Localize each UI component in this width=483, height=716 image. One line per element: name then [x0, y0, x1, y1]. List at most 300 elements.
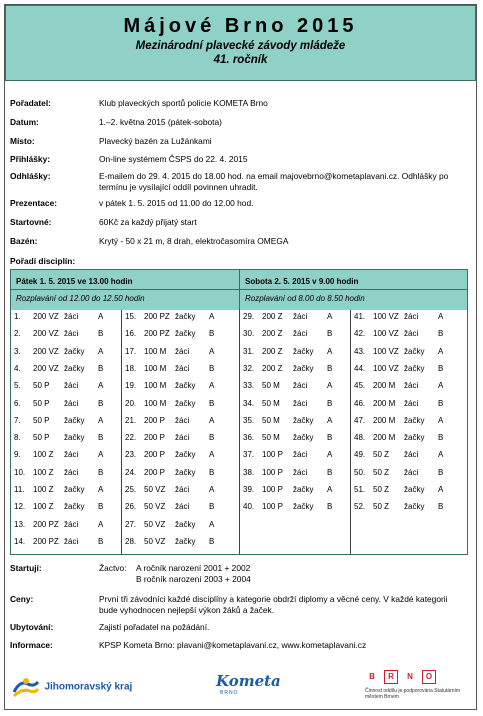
- event-gender: žáci: [175, 346, 190, 356]
- event-row: [243, 485, 348, 496]
- event-distance: 200 Z: [262, 363, 283, 373]
- event-distance: 200 PZ: [144, 329, 170, 339]
- event-number: 8.: [14, 433, 21, 443]
- event-category: B: [327, 467, 333, 477]
- event-number: 5.: [14, 381, 21, 391]
- event-number: 27.: [125, 519, 137, 529]
- event-distance: 50 VZ: [144, 485, 166, 494]
- event-gender: žáci: [293, 381, 308, 391]
- event-category: B: [438, 467, 444, 477]
- event-distance: 100 VZ: [373, 312, 399, 321]
- event-distance: 100 Z: [33, 502, 54, 512]
- event-number: 2.: [14, 329, 21, 339]
- disciplines-title: Pořadí disciplín:: [10, 256, 76, 266]
- event-gender: žačky: [404, 485, 425, 494]
- event-distance: 200 P: [144, 450, 165, 460]
- saturday-title: Sobota 2. 5. 2015 v 9.00 hodin: [245, 277, 359, 286]
- event-number: 34.: [243, 398, 255, 408]
- event-row: [354, 347, 459, 358]
- event-row: [354, 364, 459, 375]
- event-number: 22.: [125, 433, 137, 443]
- event-distance: 100 VZ: [373, 346, 399, 356]
- event-row: [125, 502, 230, 513]
- event-row: [354, 329, 459, 340]
- event-row: [125, 537, 230, 548]
- event-category: B: [98, 398, 104, 408]
- event-row: [243, 468, 348, 479]
- event-category: A: [438, 346, 444, 356]
- event-category: B: [209, 398, 215, 408]
- startuji-label: Startují:: [10, 563, 42, 573]
- event-gender: žačky: [175, 467, 196, 477]
- event-gender: žačky: [404, 346, 425, 356]
- informace-value: KPSP Kometa Brno: plavani@kometaplavani.cz, www.kometaplavani.cz: [99, 640, 367, 650]
- info-label: Přihlášky:: [10, 154, 51, 164]
- event-category: A: [327, 450, 333, 460]
- event-category: A: [98, 381, 104, 391]
- event-row: [125, 416, 230, 427]
- event-number: 50.: [354, 467, 366, 477]
- brno-letter: B: [369, 672, 375, 681]
- info-value: Krytý - 50 x 21 m, 8 drah, elektročasomíra OMEGA: [99, 236, 289, 246]
- edition-label: 41. ročník: [213, 54, 268, 66]
- event-number: 17.: [125, 346, 137, 356]
- startuji-a: A ročník narození 2001 + 2002: [136, 563, 251, 573]
- column-divider: [121, 310, 122, 554]
- event-distance: 50 P: [33, 433, 50, 443]
- event-gender: žačky: [404, 502, 425, 512]
- brno-letter: R: [384, 670, 398, 684]
- event-distance: 100 M: [144, 363, 167, 373]
- event-category: A: [327, 312, 333, 321]
- event-distance: 50 P: [33, 398, 50, 408]
- event-gender: žáci: [404, 329, 419, 339]
- event-category: B: [327, 502, 333, 512]
- event-distance: 50 Z: [373, 467, 390, 477]
- kometa-sub: BRNO: [220, 690, 239, 696]
- event-distance: 200 VZ: [33, 346, 59, 356]
- info-value: Klub plaveckých sportů policie KOMETA Brno: [99, 98, 268, 108]
- event-gender: žáci: [293, 329, 308, 339]
- event-gender: žáci: [64, 312, 79, 321]
- event-number: 30.: [243, 329, 255, 339]
- info-value: On-line systémem ČSPS do 22. 4. 2015: [99, 154, 248, 164]
- event-gender: žačky: [404, 415, 425, 425]
- event-number: 46.: [354, 398, 366, 408]
- event-number: 4.: [14, 363, 21, 373]
- event-distance: 50 VZ: [144, 536, 166, 546]
- event-distance: 200 PZ: [144, 312, 170, 321]
- info-label: Bazén:: [10, 236, 38, 246]
- event-distance: 100 VZ: [373, 329, 399, 339]
- event-distance: 200 Z: [262, 312, 283, 321]
- event-category: B: [209, 363, 215, 373]
- saturday-header: [240, 270, 467, 310]
- event-row: [354, 312, 459, 323]
- info-value: E-mailem do 29. 4. 2015 do 18.00 hod. na email majovebrno@kometaplavani.cz. Odhlášky po termínu je vysílající oddíl povinnen uhradit.: [99, 171, 449, 192]
- event-gender: žačky: [64, 415, 85, 425]
- event-row: [354, 399, 459, 410]
- event-distance: 50 VZ: [144, 519, 166, 529]
- event-row: [125, 520, 230, 531]
- event-gender: žačky: [64, 363, 85, 373]
- event-number: 48.: [354, 433, 366, 443]
- event-category: B: [98, 536, 104, 546]
- event-row: [14, 312, 119, 323]
- jmk-logo: [12, 676, 132, 698]
- event-category: A: [438, 415, 444, 425]
- event-row: [125, 347, 230, 358]
- brno-note: Činnost oddílu je podporována Statutárním městem Brnem: [365, 688, 461, 700]
- event-category: A: [438, 450, 444, 460]
- event-category: B: [438, 502, 444, 512]
- event-category: B: [209, 502, 215, 512]
- event-row: [14, 381, 119, 392]
- ceny-label: Ceny:: [10, 594, 34, 604]
- event-distance: 100 P: [262, 485, 283, 494]
- event-distance: 100 M: [144, 346, 167, 356]
- event-row: [14, 399, 119, 410]
- event-number: 1.: [14, 312, 21, 321]
- event-row: [354, 450, 459, 461]
- event-category: B: [327, 363, 333, 373]
- event-distance: 50 P: [33, 381, 50, 391]
- event-row: [243, 399, 348, 410]
- event-row: [125, 468, 230, 479]
- event-number: 29.: [243, 312, 255, 321]
- event-gender: žáci: [293, 398, 308, 408]
- event-number: 18.: [125, 363, 137, 373]
- event-gender: žačky: [293, 363, 314, 373]
- event-category: B: [98, 502, 104, 512]
- event-category: A: [209, 346, 215, 356]
- info-label: Odhlášky:: [10, 171, 51, 181]
- event-category: A: [209, 381, 215, 391]
- event-number: 35.: [243, 415, 255, 425]
- informace-label: Informace:: [10, 640, 53, 650]
- event-gender: žačky: [64, 502, 85, 512]
- event-gender: žáci: [404, 312, 419, 321]
- event-gender: žáci: [293, 312, 308, 321]
- event-category: A: [327, 346, 333, 356]
- event-gender: žáci: [404, 450, 419, 460]
- event-gender: žačky: [175, 329, 196, 339]
- event-row: [14, 468, 119, 479]
- brno-letter: O: [422, 670, 436, 684]
- info-value: 60Kč za každý přijatý start: [99, 217, 197, 227]
- event-category: B: [327, 329, 333, 339]
- event-number: 21.: [125, 415, 137, 425]
- event-gender: žačky: [64, 433, 85, 443]
- divider: [11, 289, 239, 290]
- event-category: B: [438, 329, 444, 339]
- event-category: B: [98, 433, 104, 443]
- brno-letter: N: [407, 672, 413, 681]
- event-number: 23.: [125, 450, 137, 460]
- event-number: 37.: [243, 450, 255, 460]
- event-gender: žačky: [293, 502, 314, 512]
- event-gender: žáci: [64, 398, 79, 408]
- event-gender: žáci: [175, 363, 190, 373]
- event-gender: žáci: [293, 450, 308, 460]
- event-number: 10.: [14, 467, 26, 477]
- event-gender: žačky: [175, 450, 196, 460]
- saturday-warmup: Rozplavání od 8.00 do 8.50 hodin: [245, 294, 365, 303]
- startuji-b: B ročník narození 2003 + 2004: [136, 574, 251, 584]
- event-distance: 50 VZ: [144, 502, 166, 512]
- event-number: 33.: [243, 381, 255, 391]
- event-number: 6.: [14, 398, 21, 408]
- event-distance: 200 M: [373, 381, 396, 391]
- event-row: [14, 347, 119, 358]
- event-number: 45.: [354, 381, 366, 391]
- brno-letters: [365, 666, 475, 685]
- event-row: [354, 502, 459, 513]
- event-category: B: [438, 363, 444, 373]
- event-category: A: [209, 415, 215, 425]
- event-gender: žačky: [175, 381, 196, 391]
- brno-logo: [365, 666, 475, 700]
- event-number: 19.: [125, 381, 137, 391]
- event-distance: 100 M: [144, 398, 167, 408]
- info-value: 1.–2. května 2015 (pátek-sobota): [99, 117, 222, 127]
- event-row: [14, 364, 119, 375]
- event-distance: 200 P: [144, 467, 165, 477]
- header-banner: [5, 5, 476, 81]
- event-gender: žačky: [175, 398, 196, 408]
- event-category: A: [98, 485, 104, 494]
- disciplines-table: [10, 269, 468, 555]
- event-gender: žáci: [64, 467, 79, 477]
- event-row: [243, 329, 348, 340]
- event-row: [125, 433, 230, 444]
- event-gender: žačky: [404, 433, 425, 443]
- info-label: Datum:: [10, 117, 39, 127]
- event-row: [125, 399, 230, 410]
- event-distance: 100 Z: [33, 450, 54, 460]
- event-distance: 100 Z: [33, 485, 54, 494]
- event-gender: žačky: [293, 346, 314, 356]
- event-gender: žáci: [404, 467, 419, 477]
- event-distance: 50 Z: [373, 502, 390, 512]
- event-distance: 200 M: [373, 398, 396, 408]
- event-distance: 50 P: [33, 415, 50, 425]
- event-row: [14, 433, 119, 444]
- event-row: [243, 416, 348, 427]
- event-row: [125, 329, 230, 340]
- event-distance: 200 M: [373, 415, 396, 425]
- event-row: [243, 433, 348, 444]
- ubytovani-label: Ubytování:: [10, 622, 54, 632]
- event-distance: 200 VZ: [33, 312, 59, 321]
- event-gender: žačky: [175, 312, 196, 321]
- event-distance: 50 Z: [373, 450, 390, 460]
- info-label: Startovné:: [10, 217, 52, 227]
- friday-warmup: Rozplavání od 12.00 do 12.50 hodin: [16, 294, 145, 303]
- event-row: [243, 347, 348, 358]
- event-row: [14, 416, 119, 427]
- event-category: B: [327, 433, 333, 443]
- event-distance: 200 M: [373, 433, 396, 443]
- event-number: 9.: [14, 450, 21, 460]
- info-label: Pořadatel:: [10, 98, 51, 108]
- event-distance: 200 VZ: [33, 363, 59, 373]
- event-number: 12.: [14, 502, 26, 512]
- event-row: [354, 433, 459, 444]
- event-distance: 200 PZ: [33, 519, 59, 529]
- column-divider: [350, 310, 351, 554]
- kometa-logo: [216, 672, 281, 696]
- event-number: 42.: [354, 329, 366, 339]
- jmk-text: Jihomoravský kraj: [44, 681, 133, 693]
- event-distance: 50 M: [262, 398, 280, 408]
- event-gender: žačky: [404, 363, 425, 373]
- ceny-value: První tři závodníci každé disciplíny a kategorie obdrží diplomy a věcné ceny. V každé kategorii bude vyhodnocen nejlepší výkon žáků a žaček.: [99, 594, 448, 615]
- event-gender: žačky: [293, 485, 314, 494]
- event-category: A: [327, 485, 333, 494]
- event-number: 39.: [243, 485, 255, 494]
- event-number: 40.: [243, 502, 255, 512]
- event-distance: 100 Z: [33, 467, 54, 477]
- event-row: [125, 312, 230, 323]
- event-distance: 100 P: [262, 502, 283, 512]
- event-category: A: [98, 450, 104, 460]
- event-number: 13.: [14, 519, 26, 529]
- event-category: A: [438, 312, 444, 321]
- event-distance: 50 M: [262, 433, 280, 443]
- event-row: [14, 537, 119, 548]
- event-category: A: [327, 381, 333, 391]
- event-row: [14, 520, 119, 531]
- info-value: v pátek 1. 5. 2015 od 11.00 do 12.00 hod.: [99, 198, 254, 208]
- event-number: 44.: [354, 363, 366, 373]
- info-value: Plavecký bazén za Lužánkami: [99, 136, 212, 146]
- event-gender: žáci: [404, 381, 419, 391]
- event-row: [14, 450, 119, 461]
- event-category: A: [98, 312, 104, 321]
- event-category: A: [209, 312, 215, 321]
- event-gender: žáci: [64, 536, 79, 546]
- event-distance: 200 P: [144, 433, 165, 443]
- event-row: [125, 485, 230, 496]
- event-category: B: [98, 329, 104, 339]
- event-distance: 100 M: [144, 381, 167, 391]
- event-row: [14, 485, 119, 496]
- event-row: [125, 450, 230, 461]
- event-distance: 200 VZ: [33, 329, 59, 339]
- event-category: A: [98, 346, 104, 356]
- event-number: 32.: [243, 363, 255, 373]
- jmk-emblem-icon: [12, 676, 40, 698]
- event-category: B: [98, 467, 104, 477]
- event-number: 15.: [125, 312, 137, 321]
- event-number: 7.: [14, 415, 21, 425]
- event-number: 25.: [125, 485, 137, 494]
- column-divider: [239, 310, 240, 554]
- event-number: 24.: [125, 467, 137, 477]
- event-category: B: [209, 329, 215, 339]
- event-category: A: [438, 381, 444, 391]
- event-distance: 50 Z: [373, 485, 390, 494]
- event-gender: žačky: [293, 415, 314, 425]
- event-gender: žačky: [175, 536, 196, 546]
- event-category: B: [327, 398, 333, 408]
- divider: [240, 289, 467, 290]
- event-number: 14.: [14, 536, 26, 546]
- event-number: 36.: [243, 433, 255, 443]
- ubytovani-value: Zajistí pořadatel na požádání.: [99, 622, 210, 632]
- event-row: [243, 364, 348, 375]
- event-number: 16.: [125, 329, 137, 339]
- event-row: [14, 329, 119, 340]
- event-number: 38.: [243, 467, 255, 477]
- event-distance: 200 P: [144, 415, 165, 425]
- event-gender: žáci: [293, 467, 308, 477]
- event-category: B: [209, 536, 215, 546]
- event-gender: žačky: [64, 346, 85, 356]
- event-distance: 100 P: [262, 467, 283, 477]
- info-label: Prezentace:: [10, 198, 58, 208]
- event-category: B: [209, 433, 215, 443]
- event-category: A: [209, 519, 215, 529]
- kometa-text: Kometa: [216, 672, 281, 690]
- event-distance: 200 PZ: [33, 536, 59, 546]
- event-number: 43.: [354, 346, 366, 356]
- event-gender: žačky: [64, 485, 85, 494]
- info-label: Místo:: [10, 136, 35, 146]
- event-row: [354, 468, 459, 479]
- event-number: 49.: [354, 450, 366, 460]
- event-gender: žáci: [175, 433, 190, 443]
- event-category: A: [209, 450, 215, 460]
- event-category: B: [98, 363, 104, 373]
- event-distance: 50 M: [262, 415, 280, 425]
- event-distance: 50 M: [262, 381, 280, 391]
- event-gender: žáci: [64, 329, 79, 339]
- event-row: [125, 381, 230, 392]
- event-number: 31.: [243, 346, 255, 356]
- event-row: [14, 502, 119, 513]
- event-row: [243, 502, 348, 513]
- event-gender: žáci: [404, 398, 419, 408]
- event-category: A: [438, 485, 444, 494]
- event-gender: žáci: [64, 381, 79, 391]
- event-row: [243, 312, 348, 323]
- event-number: 52.: [354, 502, 366, 512]
- event-gender: žáci: [175, 485, 190, 494]
- event-row: [354, 416, 459, 427]
- event-gender: žáci: [64, 519, 79, 529]
- event-number: 51.: [354, 485, 366, 494]
- event-gender: žačky: [175, 519, 196, 529]
- event-category: A: [327, 415, 333, 425]
- event-category: B: [438, 398, 444, 408]
- event-gender: žačky: [293, 433, 314, 443]
- page-title: Májové Brno 2015: [123, 15, 358, 37]
- event-row: [243, 450, 348, 461]
- event-number: 11.: [14, 485, 25, 494]
- event-distance: 100 P: [262, 450, 283, 460]
- event-row: [243, 381, 348, 392]
- event-number: 26.: [125, 502, 137, 512]
- event-gender: žáci: [64, 450, 79, 460]
- friday-header: [11, 270, 240, 310]
- event-number: 47.: [354, 415, 366, 425]
- friday-title: Pátek 1. 5. 2015 ve 13.00 hodin: [16, 277, 133, 286]
- event-category: A: [98, 519, 104, 529]
- event-category: A: [98, 415, 104, 425]
- event-number: 20.: [125, 398, 137, 408]
